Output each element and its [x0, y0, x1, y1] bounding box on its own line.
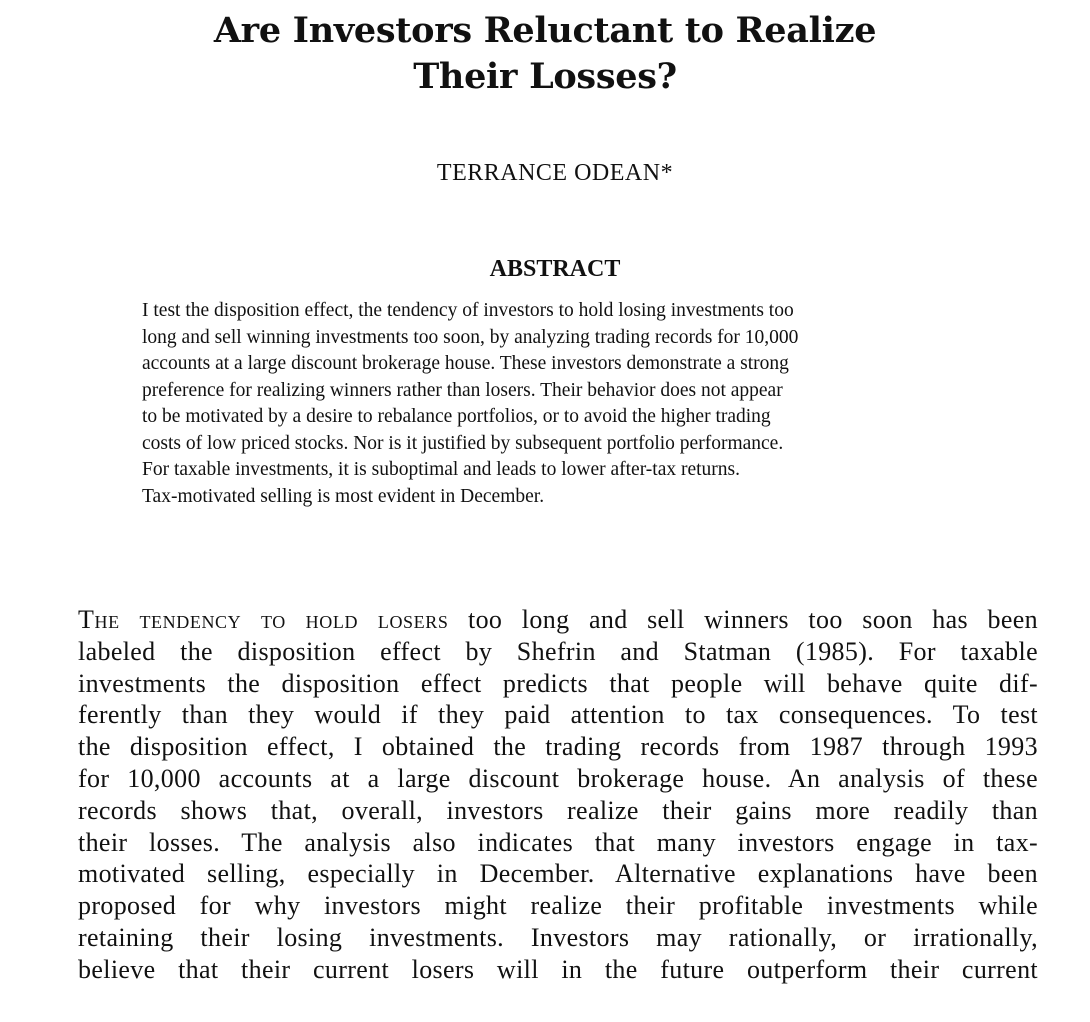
author-name: TERRANCE ODEAN*: [436, 160, 674, 186]
abstract-line: For taxable investments, it is suboptimal and leads to lower after-tax returns.: [142, 459, 741, 480]
body-paragraph: [78, 604, 1038, 986]
body-lead-in: The tendency to hold losers: [78, 605, 449, 634]
abstract-line: I test the disposition effect, the tendency of investors to hold losing investments too: [142, 300, 794, 321]
title-line-1: Are Investors Reluctant to Realize: [213, 10, 877, 51]
abstract-line: costs of low priced stocks. Nor is it justified by subsequent portfolio performance.: [142, 432, 784, 454]
abstract-line: accounts at a large discount brokerage house. These investors demonstrate a strong: [142, 353, 789, 374]
abstract-line: to be motivated by a desire to rebalance portfolios, or to avoid the higher trading: [142, 406, 771, 427]
body-line: labeled the disposition effect by Shefrin and Statman (1985). For taxable: [78, 636, 1038, 666]
body-line: ferently than they would if they paid attention to tax consequences. To test: [78, 700, 1038, 730]
body-first-line-rest: too long and sell winners too soon has been: [448, 605, 1038, 634]
body-line: [78, 604, 1038, 636]
body-line: their losses. The analysis also indicates that many investors engage in tax-: [78, 827, 1038, 857]
abstract-heading: ABSTRACT: [489, 256, 621, 282]
paper-title: [0, 8, 1090, 100]
abstract-line: Tax-motivated selling is most evident in December.: [142, 485, 545, 507]
body-line: records shows that, overall, investors realize their gains more readily than: [78, 795, 1038, 825]
body-line: retaining their losing investments. Investors may rationally, or irrationally,: [78, 922, 1038, 952]
title-line-2: Their Losses?: [413, 56, 677, 97]
body-line: proposed for why investors might realize their profitable investments while: [78, 891, 1038, 921]
body-line: believe that their current losers will in the future outperform their current: [78, 954, 1038, 984]
body-line: the disposition effect, I obtained the trading records from 1987 through 1993: [78, 732, 1038, 762]
abstract-line: long and sell winning investments too soon, by analyzing trading records for 10,000: [142, 326, 799, 348]
body-line: investments the disposition effect predicts that people will behave quite dif-: [78, 668, 1038, 698]
body-line: motivated selling, especially in December. Alternative explanations have been: [78, 859, 1038, 889]
abstract-text: [142, 298, 972, 510]
abstract-line: preference for realizing winners rather than losers. Their behavior does not appear: [142, 379, 783, 401]
body-line: for 10,000 accounts at a large discount brokerage house. An analysis of these: [78, 763, 1038, 793]
